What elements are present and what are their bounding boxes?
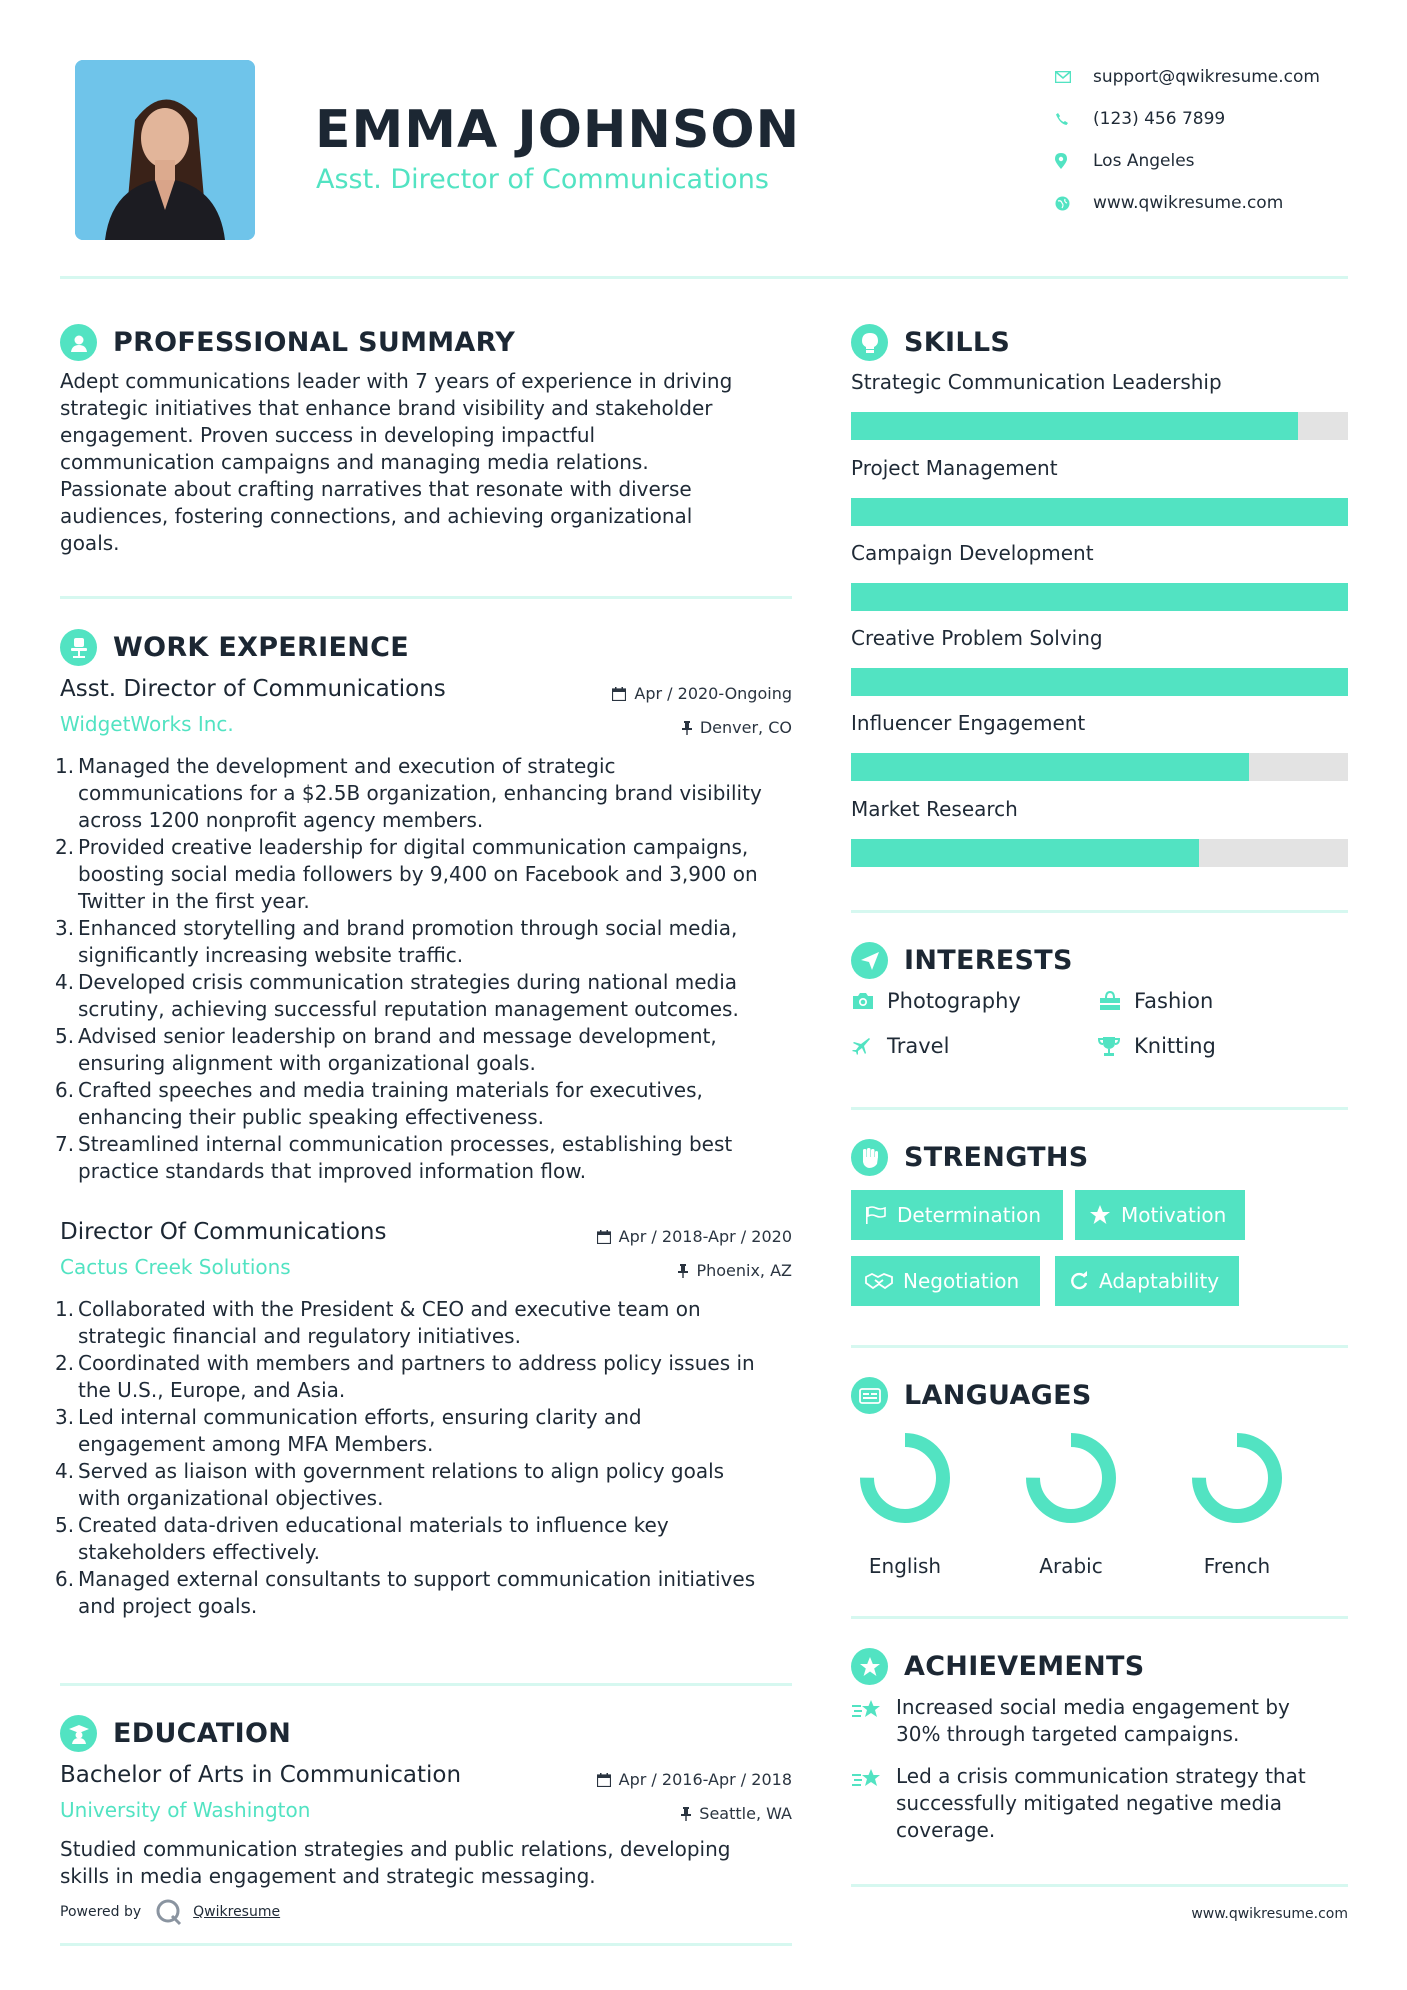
contact-website: www.qwikresume.com	[1093, 193, 1284, 213]
refresh-icon	[1069, 1271, 1089, 1291]
achievement-item	[851, 1694, 1348, 1748]
education-location-text: Seattle, WA	[699, 1804, 792, 1823]
job-location-text: Phoenix, AZ	[696, 1261, 792, 1280]
achievement-line: coverage.	[896, 1818, 996, 1842]
list-item: 1. Managed the development and execution of strategic communications for a $2.5B organization, enhancing brand visibility across 1200 nonprofit agency members.	[55, 754, 762, 832]
work-title: WORK EXPERIENCE	[113, 632, 409, 663]
languages-header	[851, 1377, 1092, 1414]
skills-divider	[851, 910, 1348, 913]
skill-label: Influencer Engagement	[851, 711, 1086, 735]
interest-item	[1098, 989, 1213, 1013]
skill-bar	[851, 583, 1348, 611]
lightbulb-icon	[851, 324, 888, 361]
camera-icon	[851, 991, 887, 1011]
interests-title: INTERESTS	[904, 945, 1073, 976]
education-line: skills in media engagement and strategic messaging.	[60, 1864, 596, 1888]
contact-phone-row[interactable]	[1055, 98, 1375, 140]
candidate-role: Asst. Director of Communications	[316, 164, 769, 195]
flag-icon	[865, 1206, 887, 1224]
skill-fill	[851, 753, 1249, 781]
contact-website-row[interactable]	[1055, 182, 1375, 224]
contact-email: support@qwikresume.com	[1093, 67, 1320, 87]
skill-label: Project Management	[851, 456, 1058, 480]
pin-icon	[681, 1807, 691, 1821]
summary-line: strategic initiatives that enhance brand visibility and stakeholder	[60, 396, 713, 420]
summary-line: engagement. Proven success in developing impactful	[60, 423, 596, 447]
skill-bar	[851, 668, 1348, 696]
graduate-icon	[60, 1715, 97, 1752]
job-bullets	[55, 1296, 792, 1620]
paper-plane-icon	[851, 942, 888, 979]
strength-label: Negotiation	[903, 1269, 1020, 1293]
school-name: University of Washington	[60, 1798, 311, 1822]
skill-item	[851, 541, 1348, 611]
language-ring	[857, 1430, 953, 1526]
skills-header	[851, 324, 1010, 361]
skill-label: Creative Problem Solving	[851, 626, 1103, 650]
work-divider	[60, 1683, 792, 1686]
interest-label: Knitting	[1134, 1034, 1216, 1058]
list-item: 2. Coordinated with members and partners to address policy issues in the U.S., Europe, and Asia.	[55, 1351, 755, 1402]
strength-label: Determination	[897, 1203, 1042, 1227]
profile-photo	[75, 60, 255, 240]
interest-item	[851, 1034, 949, 1058]
summary-header	[60, 324, 515, 361]
shooting-star-icon	[851, 1694, 896, 1748]
skill-bar	[851, 839, 1348, 867]
globe-icon	[1055, 196, 1093, 211]
education-dates	[597, 1770, 792, 1789]
list-item: 4. Served as liaison with government relations to align policy goals with organizational objectives.	[55, 1459, 725, 1510]
qwikresume-link[interactable]: Qwikresume	[193, 1904, 281, 1920]
pin-icon	[678, 1264, 688, 1278]
language-item	[1016, 1430, 1126, 1578]
degree-title: Bachelor of Arts in Communication	[60, 1762, 462, 1788]
education-description	[60, 1836, 792, 1890]
skill-fill	[851, 839, 1199, 867]
summary-line: Passionate about crafting narratives that resonate with diverse	[60, 477, 692, 501]
list-item: 6. Managed external consultants to support communication initiatives and project goals.	[55, 1567, 756, 1618]
plane-icon	[851, 1036, 887, 1056]
education-entry	[60, 1762, 792, 1890]
strengths-divider	[851, 1345, 1348, 1348]
list-item: 7. Streamlined internal communication processes, establishing best practice standards that improved information flow.	[55, 1132, 733, 1183]
calendar-icon	[597, 1773, 611, 1787]
contact-location-row	[1055, 140, 1375, 182]
footer-website[interactable]: www.qwikresume.com	[1191, 1906, 1348, 1922]
shooting-star-icon	[851, 1763, 896, 1844]
summary-line: Adept communications leader with 7 years of experience in driving	[60, 369, 733, 393]
handshake-icon	[865, 1272, 893, 1290]
strength-badge	[851, 1256, 1040, 1306]
user-icon	[60, 324, 97, 361]
education-dates-text: Apr / 2016-Apr / 2018	[618, 1770, 792, 1789]
summary-divider	[60, 596, 792, 599]
education-line: Studied communication strategies and public relations, developing	[60, 1837, 731, 1861]
skill-item	[851, 711, 1348, 781]
qwikresume-logo-icon	[155, 1898, 183, 1926]
strengths-title: STRENGTHS	[904, 1142, 1089, 1173]
achievement-line: Increased social media engagement by	[896, 1695, 1290, 1719]
job-bullets	[55, 753, 792, 1185]
contact-email-row[interactable]	[1055, 56, 1375, 98]
skill-fill	[851, 668, 1348, 696]
education-location	[681, 1804, 792, 1823]
star-icon	[1089, 1205, 1111, 1225]
skill-item	[851, 456, 1348, 526]
contact-location: Los Angeles	[1093, 151, 1195, 171]
skill-fill	[851, 412, 1298, 440]
interest-item	[851, 989, 1021, 1013]
skill-bar	[851, 753, 1348, 781]
work-header	[60, 629, 409, 666]
interests-header	[851, 942, 1073, 979]
job-location	[682, 718, 792, 737]
summary-title: PROFESSIONAL SUMMARY	[113, 327, 516, 358]
job-dates-text: Apr / 2020-Ongoing	[634, 684, 792, 703]
list-item: 2. Provided creative leadership for digital communication campaigns, boosting social media followers by 9,400 on Facebook and 3,900 on Twitter in the first year.	[55, 835, 758, 913]
strength-label: Adaptability	[1099, 1269, 1220, 1293]
list-item: 5. Advised senior leadership on brand and message development, ensuring alignment with organizational goals.	[55, 1024, 717, 1075]
fist-icon	[851, 1139, 888, 1176]
job-title: Asst. Director of Communications	[60, 676, 446, 702]
email-icon	[1055, 71, 1093, 83]
interest-label: Photography	[887, 989, 1021, 1013]
list-item: 3. Enhanced storytelling and brand promotion through social media, significantly increasing website traffic.	[55, 916, 738, 967]
skill-label: Campaign Development	[851, 541, 1094, 565]
contact-phone: (123) 456 7899	[1093, 109, 1226, 129]
calendar-icon	[597, 1230, 611, 1244]
languages-title: LANGUAGES	[904, 1380, 1092, 1411]
skill-bar	[851, 498, 1348, 526]
skill-item	[851, 626, 1348, 696]
interest-label: Fashion	[1134, 989, 1214, 1013]
achievements-divider	[851, 1884, 1348, 1887]
job-entry	[55, 1219, 792, 1620]
star-medal-icon	[851, 1648, 888, 1685]
job-dates-text: Apr / 2018-Apr / 2020	[618, 1227, 792, 1246]
job-location	[678, 1261, 792, 1280]
language-ring	[1023, 1430, 1119, 1526]
list-item: 6. Crafted speeches and media training materials for executives, enhancing their public speaking effectiveness.	[55, 1078, 703, 1129]
language-ring	[1189, 1430, 1285, 1526]
summary-line: audiences, fostering connections, and achieving organizational	[60, 504, 693, 528]
strength-badge	[1075, 1190, 1245, 1240]
job-title: Director Of Communications	[60, 1219, 387, 1245]
interest-item	[1098, 1034, 1216, 1058]
achievement-line: successfully mitigated negative media	[896, 1791, 1282, 1815]
summary-line: communication campaigns and managing media relations.	[60, 450, 649, 474]
skill-fill	[851, 583, 1348, 611]
map-pin-icon	[1055, 153, 1093, 169]
language-label: English	[868, 1554, 942, 1578]
bag-icon	[1098, 990, 1134, 1012]
footer-left-divider	[60, 1943, 792, 1946]
languages-divider	[851, 1616, 1348, 1619]
interest-label: Travel	[887, 1034, 950, 1058]
list-item: 1. Collaborated with the President & CEO and executive team on strategic financial and regulatory initiatives.	[55, 1297, 701, 1348]
language-label: French	[1203, 1554, 1271, 1578]
skill-label: Strategic Communication Leadership	[851, 370, 1222, 394]
trophy-icon	[1098, 1035, 1134, 1057]
achievement-item	[851, 1763, 1348, 1844]
contact-block	[1055, 56, 1375, 224]
phone-icon	[1055, 112, 1093, 126]
header-divider	[60, 276, 1348, 279]
pin-icon	[682, 721, 692, 735]
strength-badge	[1055, 1256, 1239, 1306]
strength-label: Motivation	[1121, 1203, 1227, 1227]
skill-fill	[851, 498, 1348, 526]
job-dates	[597, 1227, 792, 1246]
job-location-text: Denver, CO	[699, 718, 792, 737]
list-item: 3. Led internal communication efforts, ensuring clarity and engagement among MFA Members.	[55, 1405, 642, 1456]
skill-item	[851, 370, 1348, 440]
strength-badge	[851, 1190, 1063, 1240]
achievements-title: ACHIEVEMENTS	[904, 1651, 1145, 1682]
list-item: 5. Created data-driven educational materials to influence key stakeholders effectively.	[55, 1513, 669, 1564]
chair-icon	[60, 629, 97, 666]
calendar-icon	[612, 687, 626, 701]
skill-bar	[851, 412, 1348, 440]
footer-powered-by	[60, 1898, 280, 1926]
language-item	[1182, 1430, 1292, 1578]
language-icon	[851, 1377, 888, 1414]
summary-line: goals.	[60, 531, 120, 555]
job-company: Cactus Creek Solutions	[60, 1255, 291, 1279]
job-entry	[55, 676, 792, 1185]
skills-title: SKILLS	[904, 327, 1011, 358]
job-dates	[612, 684, 792, 703]
education-header	[60, 1715, 291, 1752]
language-label: Arabic	[1039, 1554, 1103, 1578]
job-company: WidgetWorks Inc.	[60, 712, 234, 736]
language-item	[850, 1430, 960, 1578]
interests-divider	[851, 1107, 1348, 1110]
achievement-line: Led a crisis communication strategy that	[896, 1764, 1306, 1788]
list-item: 4. Developed crisis communication strategies during national media scrutiny, achieving successful reputation management outcomes.	[55, 970, 739, 1021]
powered-by-label: Powered by	[60, 1904, 142, 1920]
skill-item	[851, 797, 1348, 867]
education-title: EDUCATION	[113, 1718, 292, 1749]
strengths-header	[851, 1139, 1089, 1176]
candidate-name: EMMA JOHNSON	[315, 100, 801, 160]
achievement-line: 30% through targeted campaigns.	[896, 1722, 1240, 1746]
achievements-header	[851, 1648, 1145, 1685]
summary-text	[60, 368, 790, 557]
skill-label: Market Research	[851, 797, 1018, 821]
